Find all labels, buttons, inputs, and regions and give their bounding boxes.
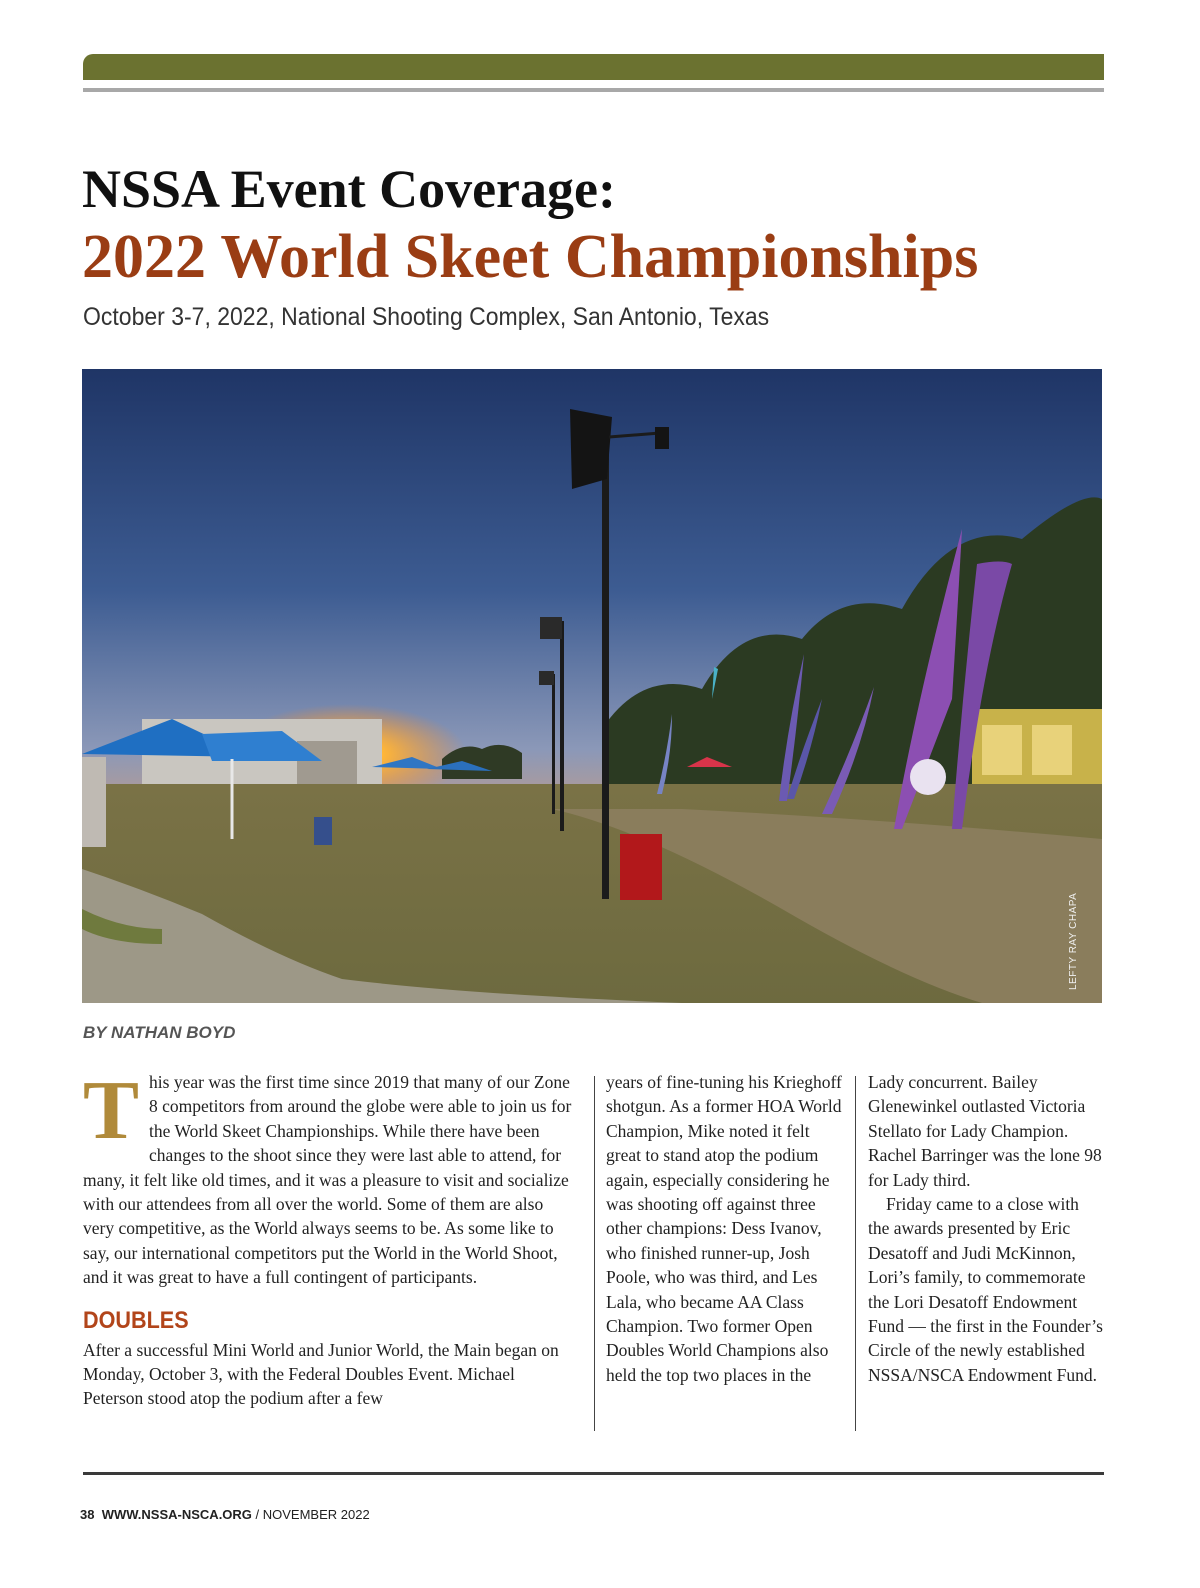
header-rule	[83, 88, 1104, 92]
awards-paragraph: Friday came to a close with the awards presented by Eric Desatoff and Judi McKinnon, Lori’s family, to commemorate the Lori Desatoff Endowment Fund — the first in the Founder’s Circle of the newly established NSSA/NSCA Endowment Fund.	[868, 1194, 1103, 1385]
byline: BY NATHAN BOYD	[83, 1023, 236, 1042]
event-photo	[82, 369, 1102, 1003]
footer-rule	[83, 1472, 1104, 1475]
page-title-line-2: 2022 World Skeet Championships	[82, 223, 979, 291]
header-color-bar	[83, 54, 1104, 80]
lady-concurrent-paragraph: Lady concurrent. Bailey Glenewinkel outlasted Victoria Stellato for Lady Champion. Rachel Barringer was the lone 98 for Lady third.	[868, 1072, 1102, 1190]
column-divider-1	[594, 1076, 595, 1431]
page-footer	[80, 1506, 370, 1524]
article-column-3	[868, 1070, 1104, 1387]
article-column-1	[83, 1064, 575, 1411]
article-column-2	[606, 1070, 842, 1387]
photo-credit: LEFTY RAY CHAPA	[1068, 892, 1079, 990]
section-heading-doubles: DOUBLES	[83, 1306, 189, 1334]
doubles-paragraph-1: After a successful Mini World and Junior World, the Main began on Monday, October 3, with the Federal Doubles Event. Michael Peterson stood atop the podium after a few	[83, 1339, 559, 1409]
website-link[interactable]: WWW.NSSA-NSCA.ORG	[101, 1507, 252, 1522]
doubles-paragraph-2: years of fine-tuning his Krieghoff shotgun. As a former HOA World Champion, Mike noted it felt great to stand atop the podium again, especially considering he was shooting off against three other champions: Dess Ivanov, who finished runner-up, Josh Poole, who was third, and Les Lala, who became AA Class Champion. Two former Open Doubles World Champions also held the top two places in the	[606, 1072, 842, 1385]
column-divider-2	[855, 1076, 856, 1431]
drop-cap: T	[83, 1064, 140, 1157]
intro-paragraph: his year was the first time since 2019 that many of our Zone 8 competitors from around the globe were able to join us for the World Skeet Championships. While there have been changes to the shoot since they were last able to attend, for many, it felt like old times, and it was a pleasure to visit and socialize with our attendees from all over the world. Some of them are also very competitive, as the World always seems to be. As some like to say, our international competitors put the World in the World Shoot, and it was great to have a full contingent of participants.	[83, 1072, 572, 1288]
page-number: 38	[80, 1507, 95, 1522]
event-subtitle: October 3-7, 2022, National Shooting Complex, San Antonio, Texas	[83, 303, 770, 331]
issue-date: / NOVEMBER 2022	[251, 1507, 370, 1522]
page-title-line-1: NSSA Event Coverage:	[82, 159, 616, 219]
